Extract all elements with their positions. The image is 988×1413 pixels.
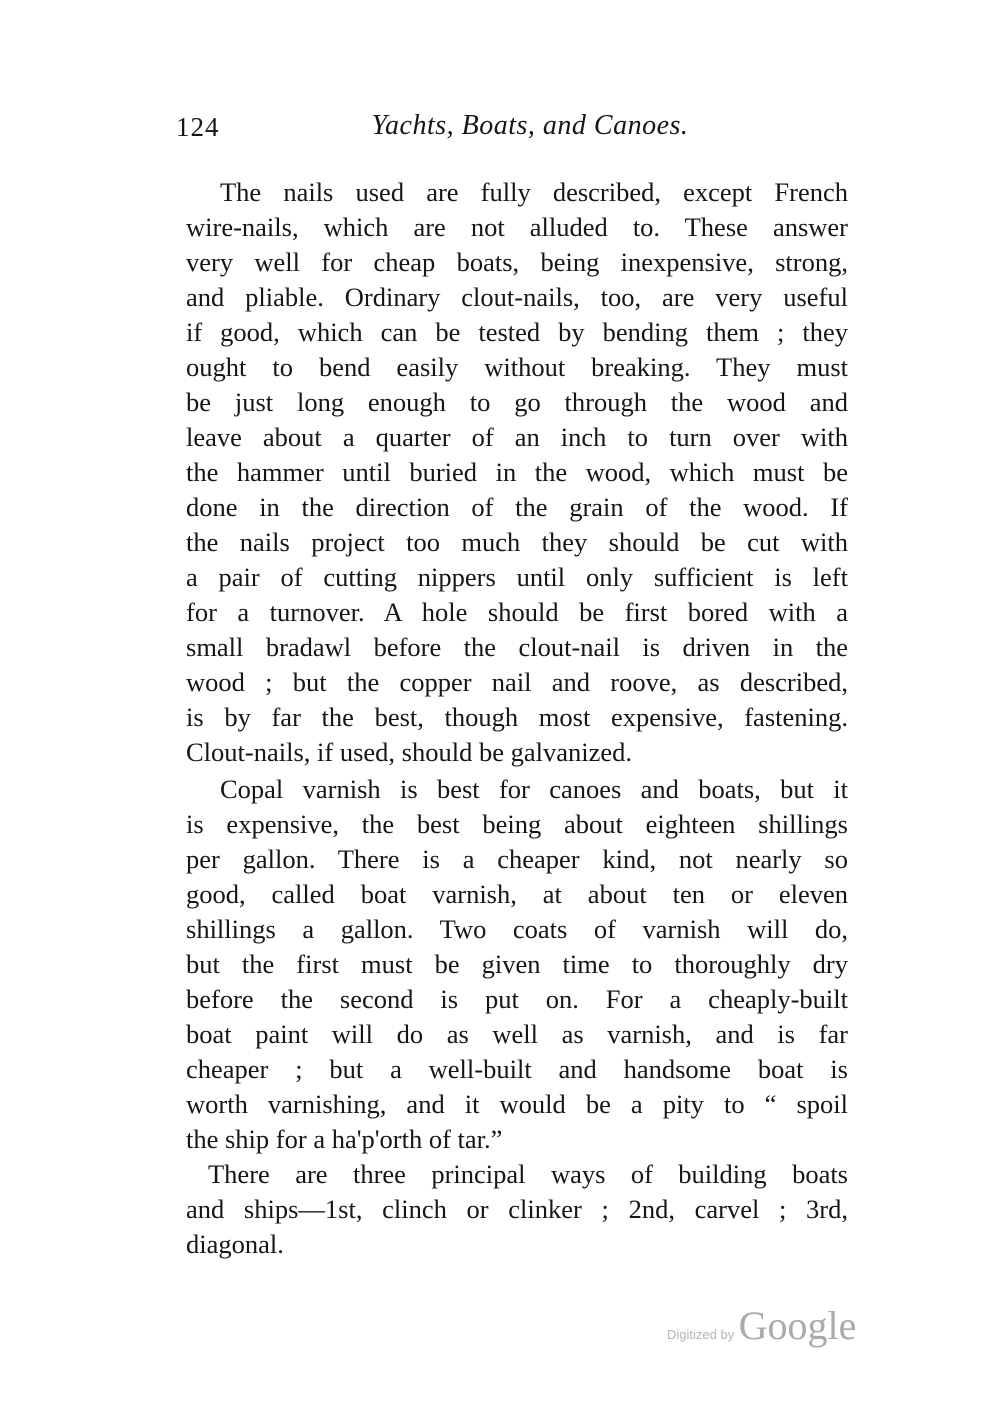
text-line: and pliable. Ordinary clout-nails, too, are very useful: [186, 282, 848, 312]
text-line: done in the direction of the grain of the wood. If: [186, 492, 848, 522]
text-line: good, called boat varnish, at about ten or eleven: [186, 879, 848, 909]
text-line: wire-nails, which are not alluded to. These answer: [186, 212, 848, 242]
text-line: Clout-nails, if used, should be galvanized.: [186, 737, 632, 767]
text-line: the ship for a ha'p'orth of tar.”: [186, 1124, 503, 1154]
text-line: Copal varnish is best for canoes and boats, but it: [220, 774, 848, 804]
text-line: for a turnover. A hole should be first bored with a: [186, 597, 848, 627]
text-line: a pair of cutting nippers until only sufficient is left: [186, 562, 848, 592]
text-line: if good, which can be tested by bending them ; they: [186, 317, 848, 347]
text-line: wood ; but the copper nail and roove, as described,: [186, 667, 848, 697]
text-line: is expensive, the best being about eighteen shillings: [186, 809, 848, 839]
text-line: per gallon. There is a cheaper kind, not nearly so: [186, 844, 848, 874]
text-line: is by far the best, though most expensive, fastening.: [186, 702, 848, 732]
text-line: small bradawl before the clout-nail is driven in the: [186, 632, 848, 662]
page-number: 124: [176, 112, 220, 142]
running-title: Yachts, Boats, and Canoes.: [371, 110, 689, 141]
text-line: The nails used are fully described, except French: [220, 177, 848, 207]
text-line: very well for cheap boats, being inexpensive, strong,: [186, 247, 848, 277]
watermark-prefix: Digitized by: [667, 1327, 735, 1342]
text-line: boat paint will do as well as varnish, and is far: [186, 1019, 848, 1049]
text-line: be just long enough to go through the wood and: [186, 387, 848, 417]
text-line: and ships—1st, clinch or clinker ; 2nd, carvel ; 3rd,: [186, 1194, 848, 1224]
text-line: worth varnishing, and it would be a pity to “ spoil: [186, 1089, 848, 1119]
text-line: before the second is put on. For a cheaply-built: [186, 984, 848, 1014]
text-line: but the first must be given time to thoroughly dry: [186, 949, 848, 979]
text-line: cheaper ; but a well-built and handsome boat is: [186, 1054, 848, 1084]
text-line: There are three principal ways of building boats: [208, 1159, 848, 1189]
text-line: shillings a gallon. Two coats of varnish will do,: [186, 914, 848, 944]
text-line: the nails project too much they should be cut with: [186, 527, 848, 557]
text-line: leave about a quarter of an inch to turn over with: [186, 422, 848, 452]
text-line: the hammer until buried in the wood, which must be: [186, 457, 848, 487]
watermark: [667, 1302, 856, 1349]
google-logo: Google: [738, 1303, 857, 1348]
text-line: ought to bend easily without breaking. They must: [186, 352, 848, 382]
text-line: diagonal.: [186, 1229, 284, 1259]
